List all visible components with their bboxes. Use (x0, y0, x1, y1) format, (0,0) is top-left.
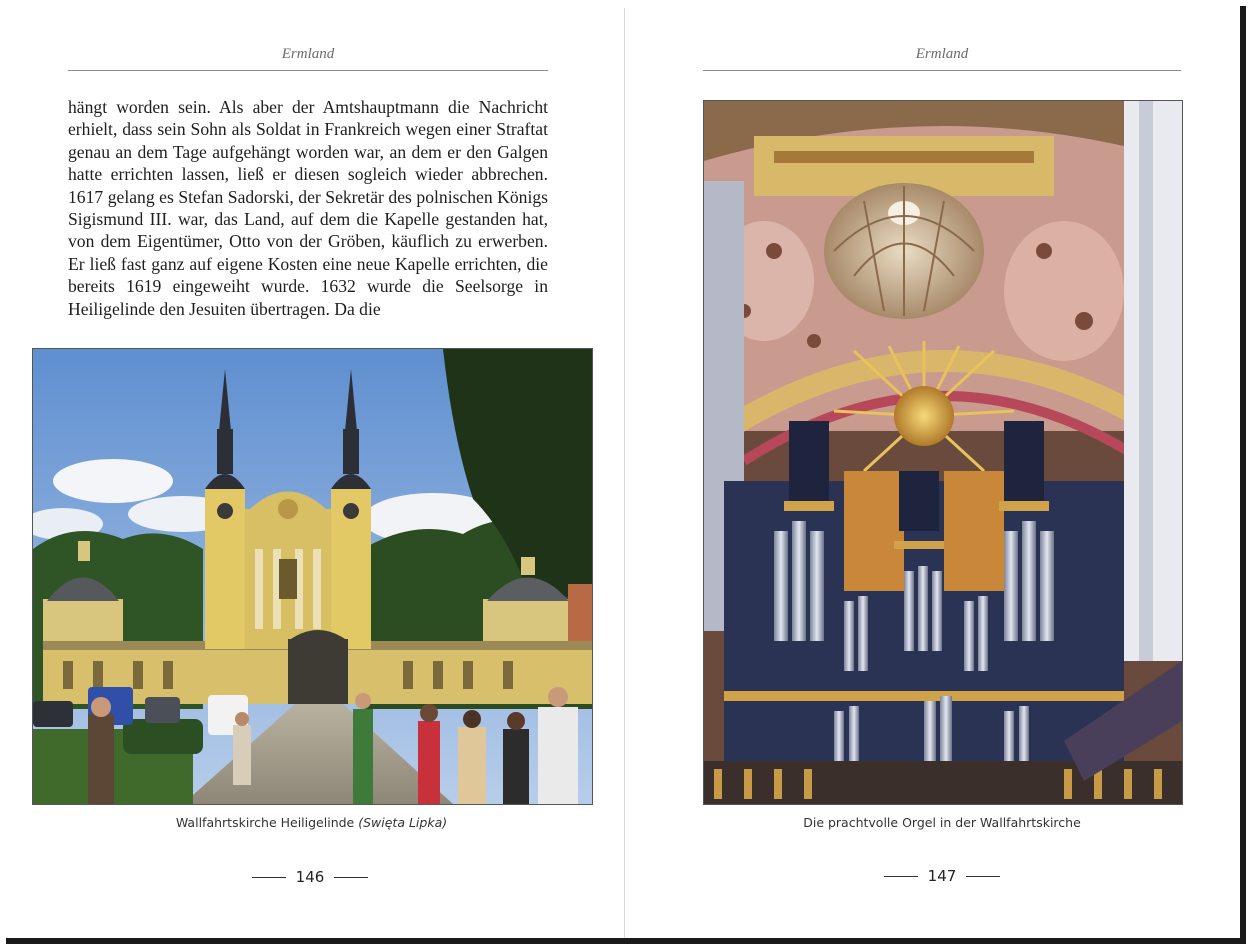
church-photo (32, 348, 593, 805)
photo-caption-left (32, 815, 591, 830)
right-page (625, 0, 1240, 938)
body-text-content: hängt worden sein. Als aber der Amtshauptmann die Nachricht erhielt, dass sein Sohn als Soldat in Frankreich wegen einer Straftat genau an dem Tage aufgehängt worden war, an dem er den Galgen hatte errichten lassen, ließ er diesen sogleich wieder abbrechen. 1617 gelang es Stefan Sadorski, der Sekretär des polnischen Königs Sigismund III. war, das Land, auf dem die Kapelle gestanden hat, von dem Eigentümer, Otto von der Gröben, käuflich zu erwerben. Er ließ fast ganz auf eigene Kosten eine neue Kapelle errichten, die bereits 1619 eingeweiht wurde. 1632 wurde die Seelsorge in Heiligelinde den Jesuiten übertragen. Da die (68, 97, 548, 319)
folio-dash (966, 876, 1000, 877)
running-head-right: Ermland (915, 46, 969, 62)
caption-main-text: Wallfahrtskirche Heiligelinde (175, 815, 355, 830)
page-number-right (852, 867, 1032, 885)
folio-dash (252, 877, 286, 878)
organ-photo (703, 100, 1183, 805)
folio-dash (884, 876, 918, 877)
page-shadow-right (1240, 6, 1246, 944)
body-paragraph (68, 96, 548, 320)
left-page (0, 0, 624, 938)
photo-caption-right: Die prachtvolle Orgel in der Wallfahrtskirche (803, 815, 1081, 830)
page-number-text: 146 (295, 868, 325, 886)
caption-italic-text: (Swięta Lipka) (358, 815, 448, 830)
page-shadow-bottom (6, 938, 1246, 944)
folio-dash (334, 877, 368, 878)
header-rule-left (68, 70, 548, 71)
page-number-left (220, 868, 400, 886)
header-rule-right (703, 70, 1181, 71)
page-number-text: 147 (927, 867, 957, 885)
running-head-left: Ermland (281, 46, 335, 62)
